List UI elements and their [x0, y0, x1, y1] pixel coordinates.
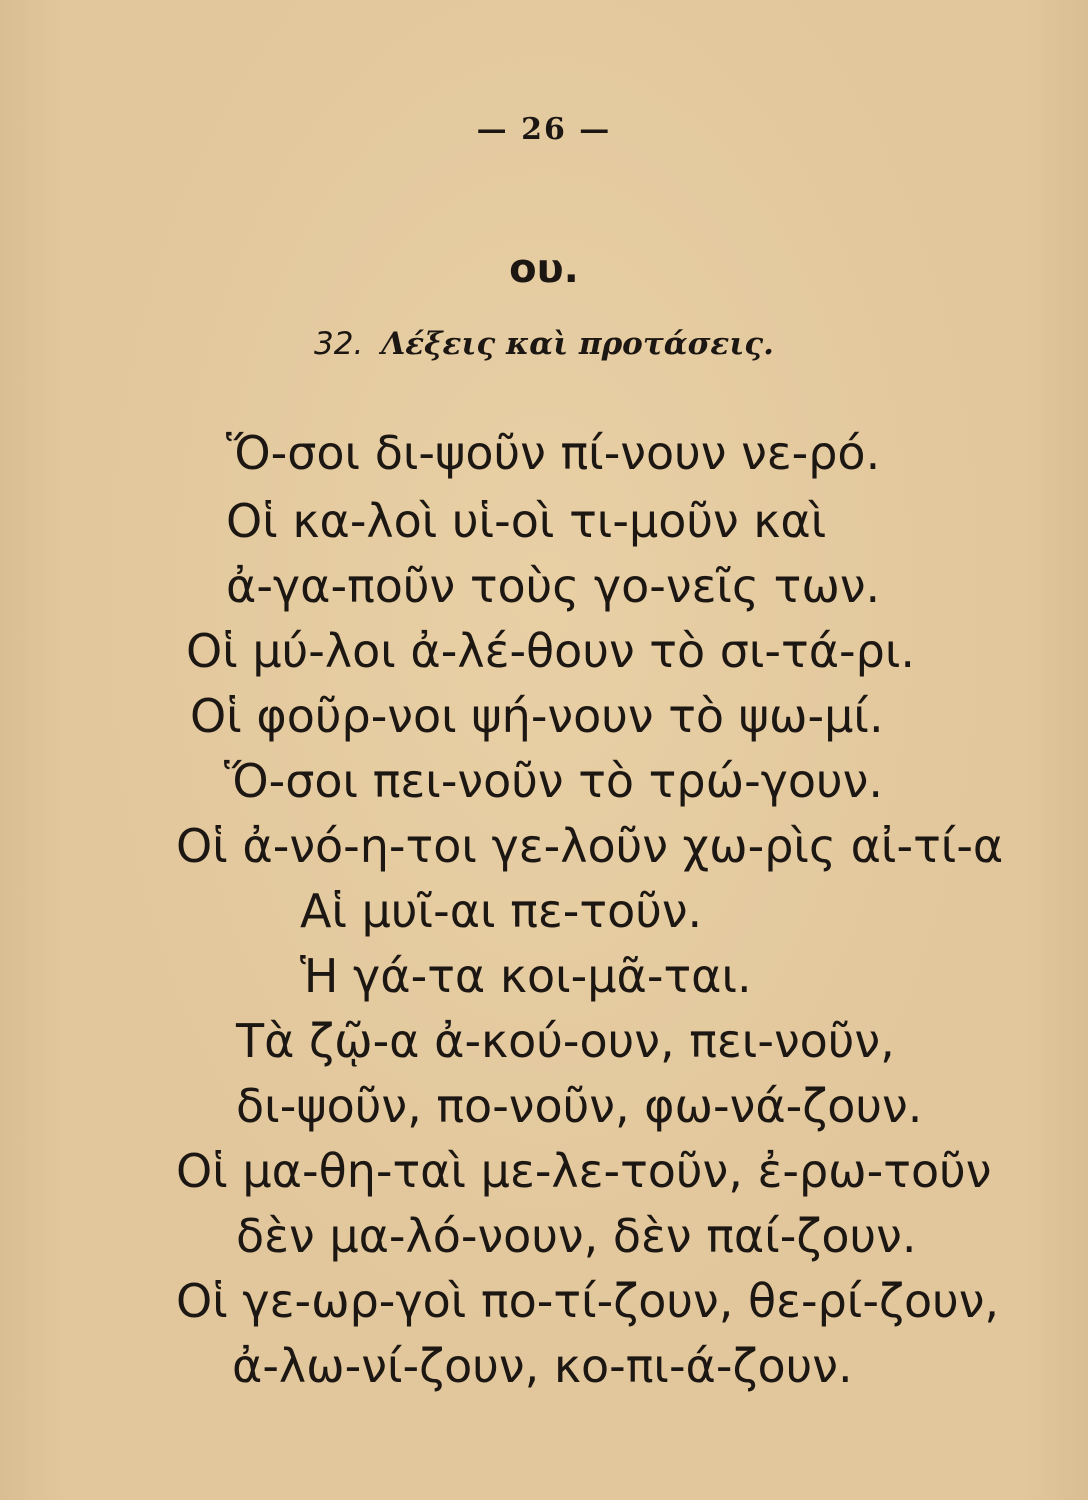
text-line: Οἱ φοῦρ-νοι ψή-νουν τὸ ψω-μί. [190, 689, 884, 743]
text-line: Ἡ γά-τα κοι-μᾶ-ται. [300, 949, 752, 1003]
text-line: δι-ψοῦν, πο-νοῦν, φω-νά-ζουν. [236, 1079, 923, 1133]
text-line: Οἱ μα-θη-ταὶ με-λε-τοῦν, ἐ-ρω-τοῦν [176, 1144, 992, 1198]
text-line: Οἱ κα-λοὶ υἱ-οὶ τι-μοῦν καὶ [226, 494, 827, 548]
lesson-title [0, 326, 1088, 362]
text-line: Αἱ μυῖ-αι πε-τοῦν. [300, 884, 703, 938]
text-line: ἀ-γα-ποῦν τοὺς γο-νεῖς των. [226, 559, 881, 613]
lesson-title-text: Λέξεις καὶ προτάσεις. [381, 326, 774, 362]
text-line: Οἱ μύ-λοι ἀ-λέ-θουν τὸ σι-τά-ρι. [186, 624, 916, 678]
lesson-number: 32. [314, 326, 364, 362]
text-line: Οἱ γε-ωρ-γοὶ πο-τί-ζουν, θε-ρί-ζουν, [176, 1274, 1000, 1328]
text-line: Ὅ-σοι πει-νοῦν τὸ τρώ-γουν. [224, 754, 883, 808]
section-heading: ου. [509, 246, 579, 292]
page-number: — 26 — [476, 112, 612, 147]
text-line: ἀ-λω-νί-ζουν, κο-πι-ά-ζουν. [232, 1339, 853, 1393]
text-line: Ὅ-σοι δι-ψοῦν πί-νουν νε-ρό. [226, 426, 881, 480]
text-line: δὲν μα-λό-νουν, δὲν παί-ζουν. [236, 1209, 917, 1263]
text-line: Οἱ ἀ-νό-η-τοι γε-λοῦν χω-ρὶς αἰ-τί-α [176, 819, 1004, 873]
text-line: Τὰ ζῷ-α ἀ-κού-ουν, πει-νοῦν, [236, 1014, 895, 1068]
